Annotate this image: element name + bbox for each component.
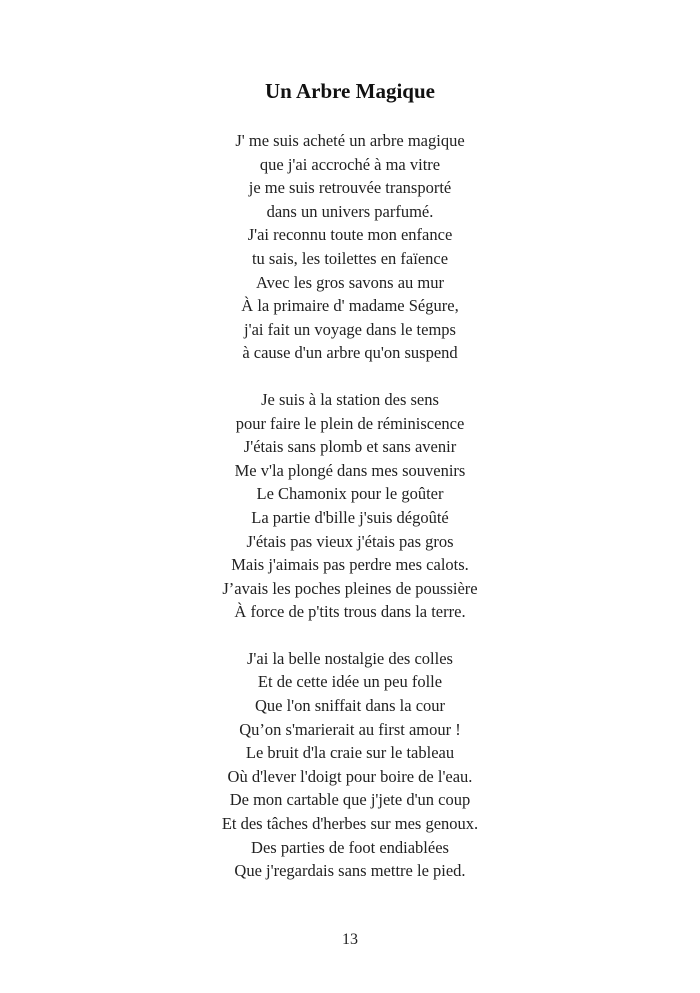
poem-line: Et des tâches d'herbes sur mes genoux. [221,814,479,834]
page-number: 13 [342,931,358,948]
poem-line: Que j'regardais sans mettre le pied. [234,861,466,881]
poem-line: J'étais pas vieux j'étais pas gros [246,531,454,551]
poem-line: dans un univers parfumé. [266,201,434,221]
poem-line: tu sais, les toilettes en faïence [251,248,449,268]
poem-line: De mon cartable que j'jete d'un coup [229,790,471,810]
poem-line: j'ai fait un voyage dans le temps [244,319,456,339]
poem-title: Un Arbre Magique [265,79,435,103]
poem-line: Avec les gros savons au mur [255,272,445,292]
poem-line: Que l'on sniffait dans la cour [254,696,446,716]
poem-line: La partie d'bille j'suis dégoûté [251,507,449,527]
poem-line: que j'ai accroché à ma vitre [259,154,441,174]
poem-line: à cause d'un arbre qu'on suspend [242,343,458,363]
poem-line: Je suis à la station des sens [261,389,439,409]
poem-line: Où d'lever l'doigt pour boire de l'eau. [227,766,473,786]
poem-line: J’avais les poches pleines de poussière [222,578,478,598]
poem-line: Et de cette idée un peu folle [257,672,443,692]
poem-line: Le Chamonix pour le goûter [256,484,444,504]
poem-line: pour faire le plein de réminiscence [235,413,465,433]
poem-line: Le bruit d'la craie sur le tableau [245,743,455,763]
poem-line: J'ai la belle nostalgie des colles [247,648,453,668]
poem-line: Des parties de foot endiablées [251,837,449,857]
poem-line: J' me suis acheté un arbre magique [235,131,465,150]
poem-line: je me suis retrouvée transporté [248,178,452,198]
stanza-2 [0,388,700,624]
poem-line: J'ai reconnu toute mon enfance [247,225,453,245]
poem-line: Me v'la plongé dans mes souvenirs [234,460,466,480]
stanza-1 [0,129,700,365]
poem-body [0,129,700,883]
poem-line: À la primaire d' madame Ségure, [241,296,459,316]
stanza-3 [0,647,700,883]
poem-line: Mais j'aimais pas perdre mes calots. [231,555,469,575]
poem-line: À force de p'tits trous dans la terre. [234,602,466,622]
poem-line: J'étais sans plomb et sans avenir [243,437,457,457]
poem-line: Qu’on s'marierait au first amour ! [239,719,461,739]
